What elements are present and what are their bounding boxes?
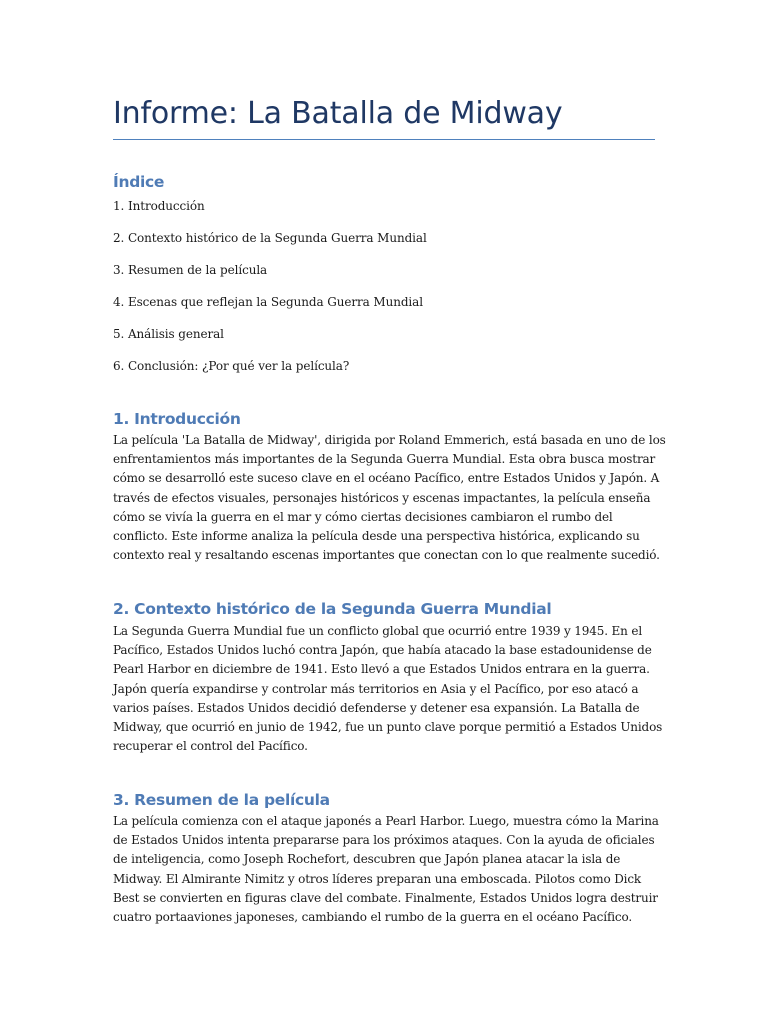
paragraph-line: de Estados Unidos intenta prepararse para los próximos ataques. Con la ayuda de oficiales: [113, 833, 655, 848]
paragraph-line: La película comienza con el ataque japonés a Pearl Harbor. Luego, muestra cómo la Marina: [113, 814, 659, 828]
paragraph-line: contexto real y resaltando escenas importantes que conectan con lo que realmente sucedió.: [113, 548, 660, 563]
paragraph-line: Best se convierten en figuras clave del combate. Finalmente, Estados Unidos logra destruir: [113, 890, 658, 905]
toc-item-escenas: 4. Escenas que reflejan la Segunda Guerra Mundial: [113, 295, 423, 309]
section-heading-contexto: 2. Contexto histórico de la Segunda Guerra Mundial: [113, 600, 552, 618]
toc-heading: Índice: [113, 173, 165, 191]
paragraph-line: cuatro portaaviones japoneses, cambiando el rumbo de la guerra en el océano Pacífico.: [113, 910, 633, 925]
paragraph-line: Midway. El Almirante Nimitz y otros líderes preparan una emboscada. Pilotos como Dick: [113, 871, 642, 886]
paragraph-line: recuperar el control del Pacífico.: [113, 739, 308, 754]
paragraph-line: La Segunda Guerra Mundial fue un conflicto global que ocurrió entre 1939 y 1945. En el: [113, 624, 643, 638]
document-title: Informe: La Batalla de Midway: [113, 96, 563, 131]
section-heading-resumen: 3. Resumen de la película: [113, 791, 330, 809]
toc-item-resumen: 3. Resumen de la película: [113, 263, 268, 277]
toc-item-introduccion: 1. Introducción: [113, 199, 205, 213]
paragraph-line: Pacífico, Estados Unidos luchó contra Japón, que había atacado la base estadounidense de: [113, 643, 652, 658]
section-body-resumen: [113, 812, 673, 927]
paragraph-line: través de efectos visuales, personajes históricos y escenas impactantes, la película enseña: [113, 490, 651, 505]
paragraph-line: conflicto. Este informe analiza la película desde una perspectiva histórica, explicando su: [113, 529, 640, 544]
paragraph-line: cómo se desarrolló este suceso clave en el océano Pacífico, entre Estados Unidos y Japón. A: [113, 471, 660, 486]
paragraph-line: La película 'La Batalla de Midway', dirigida por Roland Emmerich, está basada en uno de los: [113, 433, 666, 447]
paragraph-line: varios países. Estados Unidos decidió defenderse y detener esa expansión. La Batalla de: [113, 700, 640, 715]
paragraph-line: de inteligencia, como Joseph Rochefort, descubren que Japón planea atacar la isla de: [113, 852, 621, 867]
toc-item-contexto: 2. Contexto histórico de la Segunda Guerra Mundial: [113, 231, 427, 245]
section-heading-introduccion: 1. Introducción: [113, 410, 241, 428]
section-body-introduccion: [113, 431, 673, 565]
title-underline: [113, 139, 655, 140]
paragraph-line: enfrentamientos más importantes de la Segunda Guerra Mundial. Esta obra busca mostrar: [113, 452, 656, 467]
toc-item-analisis: 5. Análisis general: [113, 327, 224, 341]
section-body-contexto: [113, 622, 673, 756]
paragraph-line: Midway, que ocurrió en junio de 1942, fue un punto clave porque permitió a Estados Unidos: [113, 720, 663, 735]
paragraph-line: Pearl Harbor en diciembre de 1941. Esto llevó a que Estados Unidos entrara en la guerra.: [113, 662, 650, 677]
toc-item-conclusion: 6. Conclusión: ¿Por qué ver la película?: [113, 359, 350, 373]
paragraph-line: Japón quería expandirse y controlar más territorios en Asia y el Pacífico, por eso atacó a: [113, 681, 639, 696]
paragraph-line: cómo se vivía la guerra en el mar y cómo ciertas decisiones cambiaron el rumbo del: [113, 509, 613, 524]
